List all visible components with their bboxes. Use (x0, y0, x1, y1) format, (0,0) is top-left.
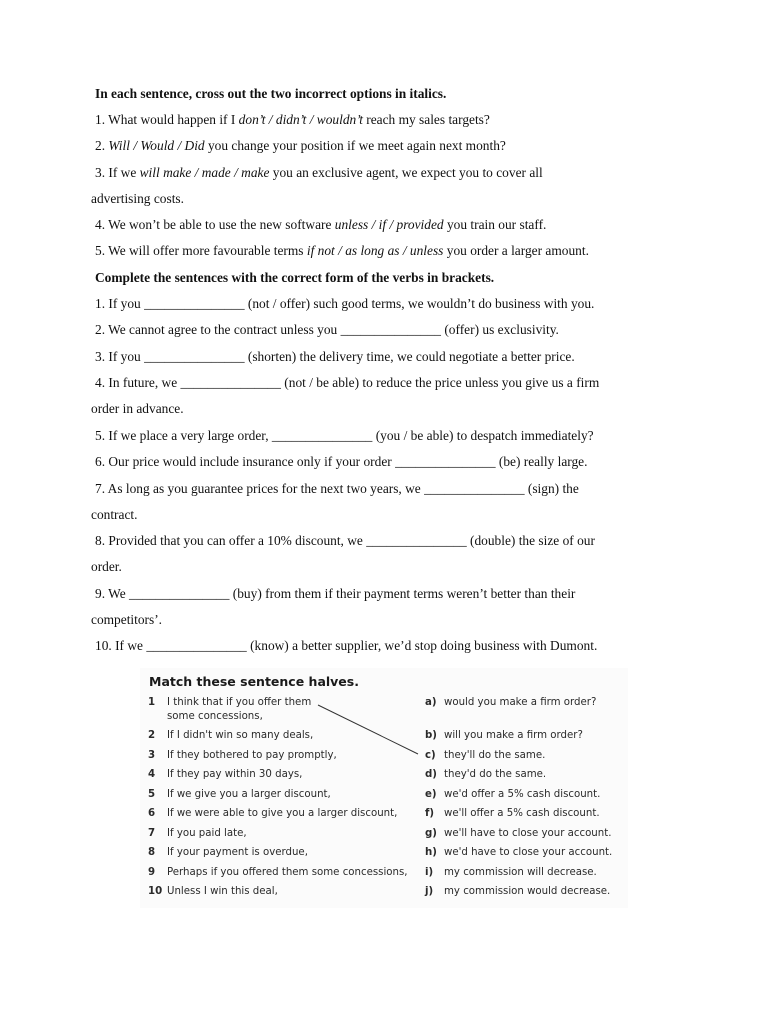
item-text: 4. We won’t be able to use the new software (95, 217, 335, 232)
match-title: Match these sentence halves. (149, 674, 359, 689)
item-text: you change your position if we meet again next month? (204, 138, 506, 153)
left-half: If we give you a larger discount, (167, 789, 331, 800)
left-number: 7 (148, 828, 156, 839)
section2-line: 2. We cannot agree to the contract unless you _______________ (offer) us exclusivity. (95, 322, 559, 337)
right-letter: g) (425, 828, 437, 839)
right-letter: j) (425, 886, 434, 897)
item-text: you an exclusive agent, we expect you to cover all (269, 165, 543, 180)
right-half: we'll have to close your account. (444, 828, 612, 839)
left-half: If I didn't win so many deals, (167, 730, 314, 741)
item-text: 5. We will offer more favourable terms (95, 243, 307, 258)
left-number: 6 (148, 808, 156, 819)
right-half: my commission will decrease. (444, 867, 597, 878)
section2-line-continued: contract. (91, 507, 138, 522)
section2-heading: Complete the sentences with the correct form of the verbs in brackets. (95, 270, 495, 285)
section2-line: 5. If we place a very large order, _______________ (you / be able) to despatch immediately? (95, 428, 594, 443)
section1-item-3 (95, 165, 543, 181)
left-half: some concessions, (167, 711, 263, 722)
section2-line: 9. We _______________ (buy) from them if their payment terms weren’t better than their (95, 586, 576, 601)
section1-item-4 (95, 217, 546, 233)
section2-line-continued: order in advance. (91, 401, 184, 416)
right-half: they'd do the same. (444, 769, 547, 780)
italic-options: unless / if / provided (334, 217, 444, 232)
left-half: I think that if you offer them (167, 697, 312, 708)
right-letter: f) (425, 808, 435, 819)
left-number: 5 (148, 789, 156, 800)
italic-options: if not / as long as / unless (306, 243, 444, 258)
right-half: would you make a firm order? (444, 697, 597, 708)
section1-heading: In each sentence, cross out the two incorrect options in italics. (95, 86, 447, 101)
left-number: 2 (148, 730, 156, 741)
section1-item-1 (95, 112, 490, 128)
section1-item-3-continued: advertising costs. (91, 191, 184, 206)
left-number: 10 (148, 886, 163, 897)
section2-line-continued: competitors’. (91, 612, 163, 627)
section2-line: 10. If we _______________ (know) a better supplier, we’d stop doing business with Dumont. (95, 638, 598, 653)
item-text: 3. If we (95, 165, 140, 180)
right-letter: i) (425, 867, 434, 878)
item-text: you train our staff. (443, 217, 547, 232)
section2-line: 3. If you _______________ (shorten) the delivery time, we could negotiate a better price. (95, 349, 575, 364)
section2-line: 8. Provided that you can offer a 10% discount, we _______________ (double) the size of our (95, 533, 595, 548)
right-letter: d) (425, 769, 437, 780)
section2-line: 4. In future, we _______________ (not / be able) to reduce the price unless you give us a firm (95, 375, 600, 390)
right-half: will you make a firm order? (444, 730, 583, 741)
left-half: If they bothered to pay promptly, (167, 750, 337, 761)
italic-options: Will / Would / Did (108, 138, 205, 153)
italic-options: don’t / didn’t / wouldn’t (238, 112, 363, 127)
item-text: reach my sales targets? (362, 112, 490, 127)
right-letter: c) (425, 750, 436, 761)
right-half: we'd offer a 5% cash discount. (444, 789, 601, 800)
left-half: If we were able to give you a larger discount, (167, 808, 398, 819)
item-text: you order a larger amount. (443, 243, 589, 258)
section2-line: 6. Our price would include insurance only if your order _______________ (be) really large. (95, 454, 588, 469)
left-half: If your payment is overdue, (167, 847, 308, 858)
item-text: 2. (95, 138, 109, 153)
left-half: Unless I win this deal, (167, 886, 278, 897)
section1-item-2 (95, 138, 506, 154)
left-half: If they pay within 30 days, (167, 769, 303, 780)
right-letter: h) (425, 847, 437, 858)
left-number: 1 (148, 697, 156, 708)
left-number: 4 (148, 769, 156, 780)
italic-options: will make / made / make (139, 165, 270, 180)
left-number: 8 (148, 847, 156, 858)
left-half: Perhaps if you offered them some concessions, (167, 867, 408, 878)
left-number: 3 (148, 750, 156, 761)
right-half: we'll offer a 5% cash discount. (444, 808, 600, 819)
right-half: they'll do the same. (444, 750, 546, 761)
section2-line-continued: order. (91, 559, 122, 574)
right-half: my commission would decrease. (444, 886, 611, 897)
right-letter: b) (425, 730, 437, 741)
right-letter: a) (425, 697, 437, 708)
section2-line: 7. As long as you guarantee prices for the next two years, we _______________ (sign) the (95, 481, 579, 496)
left-half: If you paid late, (167, 828, 247, 839)
item-text: 1. What would happen if I (95, 112, 239, 127)
match-exercise-image (140, 668, 628, 908)
right-half: we'd have to close your account. (444, 847, 613, 858)
section1-item-5 (95, 243, 589, 259)
left-number: 9 (148, 867, 156, 878)
section2-line: 1. If you _______________ (not / offer) such good terms, we wouldn’t do business with you. (95, 296, 595, 311)
right-letter: e) (425, 789, 437, 800)
